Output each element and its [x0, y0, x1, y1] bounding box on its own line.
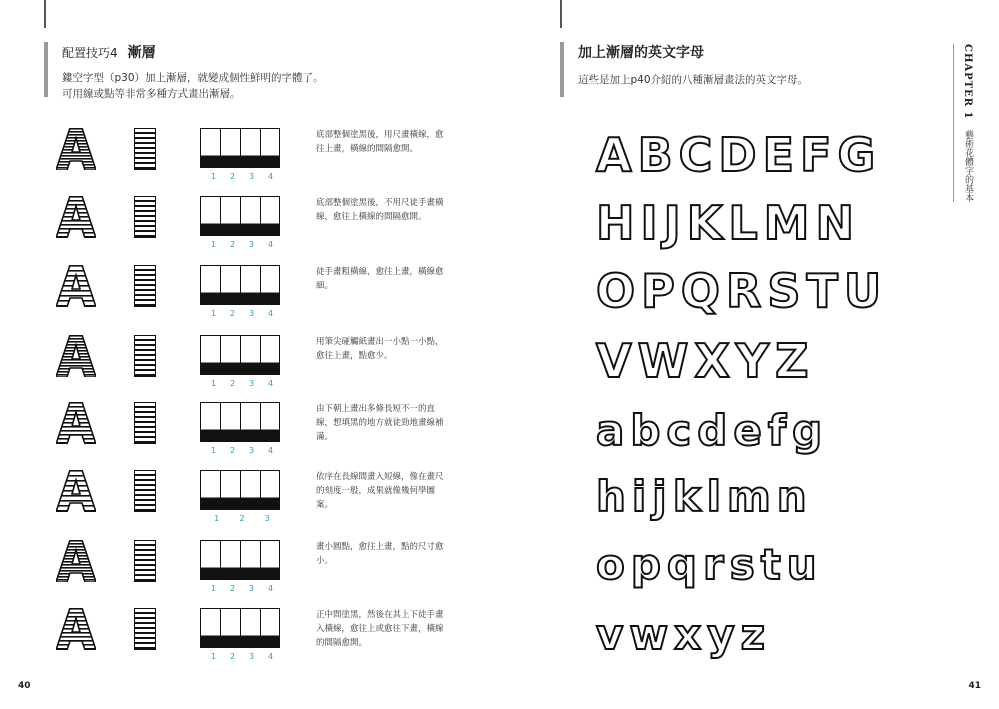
- step-number: 3: [248, 652, 255, 661]
- step-number: 3: [264, 514, 270, 523]
- step-number: 3: [248, 446, 255, 455]
- step-number: 2: [229, 172, 236, 181]
- step-number: 1: [210, 379, 217, 388]
- chapter-title: 藝術花體字的基本: [963, 129, 973, 202]
- alphabet-row: abcdefg: [596, 406, 829, 455]
- top-marker: [44, 0, 46, 28]
- letter-a-sample: [56, 470, 96, 512]
- step-number: 3: [248, 172, 255, 181]
- step-numbers: [204, 584, 280, 593]
- step-number: 4: [267, 652, 274, 661]
- gradient-bar: [134, 470, 156, 512]
- technique-row: [56, 335, 476, 397]
- technique-note: 正中間塗黑，然後在其上下徒手畫入橫線，愈往上或愈往下畫，橫線的間隔愈開。: [316, 610, 444, 648]
- step-numbers: [204, 514, 280, 523]
- technique-note: 畫小圓點，愈往上畫，點的尺寸愈小。: [316, 542, 444, 566]
- technique-note: 用筆尖碰觸紙畫出一小點一小點，愈往上畫，點愈少。: [316, 337, 444, 361]
- technique-note: 依序在長線間畫入短線，像在畫尺的刻度一般，成果就像幾何學圖案。: [316, 472, 444, 510]
- letter-a-sample: [56, 128, 96, 170]
- step-number: 1: [210, 172, 217, 181]
- technique-row: [56, 265, 476, 327]
- technique-note: 徒手畫粗橫線，愈往上畫，橫線愈細。: [316, 267, 444, 291]
- left-page: [0, 0, 499, 709]
- step-numbers: [204, 172, 280, 181]
- step-number: 4: [267, 172, 274, 181]
- step-diagram: [200, 128, 280, 168]
- gradient-bar: [134, 265, 156, 307]
- step-diagram: [200, 402, 280, 442]
- desc-line: 鏤空字型（p30）加上漸層，就變成個性鮮明的字體了。: [62, 72, 324, 84]
- step-number: 2: [239, 514, 245, 523]
- step-number: 4: [267, 584, 274, 593]
- letter-a-sample: [56, 402, 96, 444]
- step-number: 4: [267, 309, 274, 318]
- chapter-tab: [953, 44, 983, 202]
- gradient-bar: [134, 540, 156, 582]
- step-number: 1: [210, 446, 217, 455]
- page-number: 40: [18, 681, 31, 691]
- step-number: 4: [267, 240, 274, 249]
- gradient-bar: [134, 335, 156, 377]
- letter-a-sample: [56, 608, 96, 650]
- alphabet-row: OPQRSTU: [596, 264, 888, 318]
- tip-label: 配置技巧4: [62, 46, 118, 60]
- step-number: 2: [229, 379, 236, 388]
- step-number: 2: [229, 309, 236, 318]
- section-header: [560, 42, 808, 97]
- letter-a-sample: [56, 335, 96, 377]
- step-number: 1: [210, 652, 217, 661]
- step-number: 3: [248, 379, 255, 388]
- right-page: [500, 0, 999, 709]
- step-diagram: [200, 540, 280, 580]
- gradient-bar: [134, 608, 156, 650]
- alphabet-row: VWXYZ: [596, 334, 815, 388]
- step-number: 3: [248, 240, 255, 249]
- step-numbers: [204, 309, 280, 318]
- section-description: [62, 70, 324, 102]
- alphabet-row: HIJKLMN: [596, 196, 860, 250]
- technique-note: 由下朝上畫出多條長短不一的直線，想填黑的地方就徒勁地畫線補滿。: [316, 404, 444, 442]
- step-numbers: [204, 652, 280, 661]
- step-number: 4: [267, 446, 274, 455]
- step-number: 2: [229, 446, 236, 455]
- letter-a-sample: [56, 196, 96, 238]
- step-number: 2: [229, 240, 236, 249]
- section-header: [44, 42, 324, 100]
- step-number: 2: [229, 652, 236, 661]
- technique-row: [56, 540, 476, 602]
- gradient-bar: [134, 196, 156, 238]
- technique-row: [56, 470, 476, 532]
- step-diagram: [200, 470, 280, 510]
- step-number: 1: [210, 584, 217, 593]
- step-numbers: [204, 446, 280, 455]
- step-diagram: [200, 265, 280, 305]
- page-description: 這些是加上p40介紹的八種漸層畫法的英文字母。: [578, 74, 809, 86]
- chapter-label: CHAPTER 1: [962, 44, 973, 120]
- step-number: 1: [210, 240, 217, 249]
- letter-a-sample: [56, 540, 96, 582]
- step-diagram: [200, 608, 280, 648]
- step-number: 3: [248, 584, 255, 593]
- technique-row: [56, 608, 476, 670]
- page-number: 41: [968, 681, 981, 691]
- step-number: 3: [248, 309, 255, 318]
- alphabet-row: ABCDEFG: [596, 128, 882, 182]
- technique-note: 底部整個塗黑後，不用尺徒手畫橫線，愈往上橫線的間隔愈開。: [316, 198, 444, 222]
- technique-row: [56, 402, 476, 464]
- top-marker: [560, 0, 562, 28]
- topic-title: 漸層: [127, 45, 156, 61]
- desc-line: 可用線或點等非常多種方式畫出漸層。: [62, 88, 241, 100]
- letter-a-sample: [56, 265, 96, 307]
- step-numbers: [204, 240, 280, 249]
- technique-note: 底部整個塗黑後，用尺畫橫線，愈往上畫，橫線的間隔愈開。: [316, 130, 444, 154]
- step-number: 2: [229, 584, 236, 593]
- gradient-bar: [134, 402, 156, 444]
- step-diagram: [200, 335, 280, 375]
- step-number: 4: [267, 379, 274, 388]
- alphabet-row: vwxyz: [596, 610, 772, 659]
- page-title: 加上漸層的英文字母: [578, 45, 704, 61]
- technique-row: [56, 128, 476, 190]
- step-number: 1: [210, 309, 217, 318]
- alphabet-row: opqrstu: [596, 540, 823, 589]
- step-number: 1: [214, 514, 220, 523]
- gradient-bar: [134, 128, 156, 170]
- technique-row: [56, 196, 476, 258]
- step-numbers: [204, 379, 280, 388]
- alphabet-row: hijklmn: [596, 472, 813, 521]
- step-diagram: [200, 196, 280, 236]
